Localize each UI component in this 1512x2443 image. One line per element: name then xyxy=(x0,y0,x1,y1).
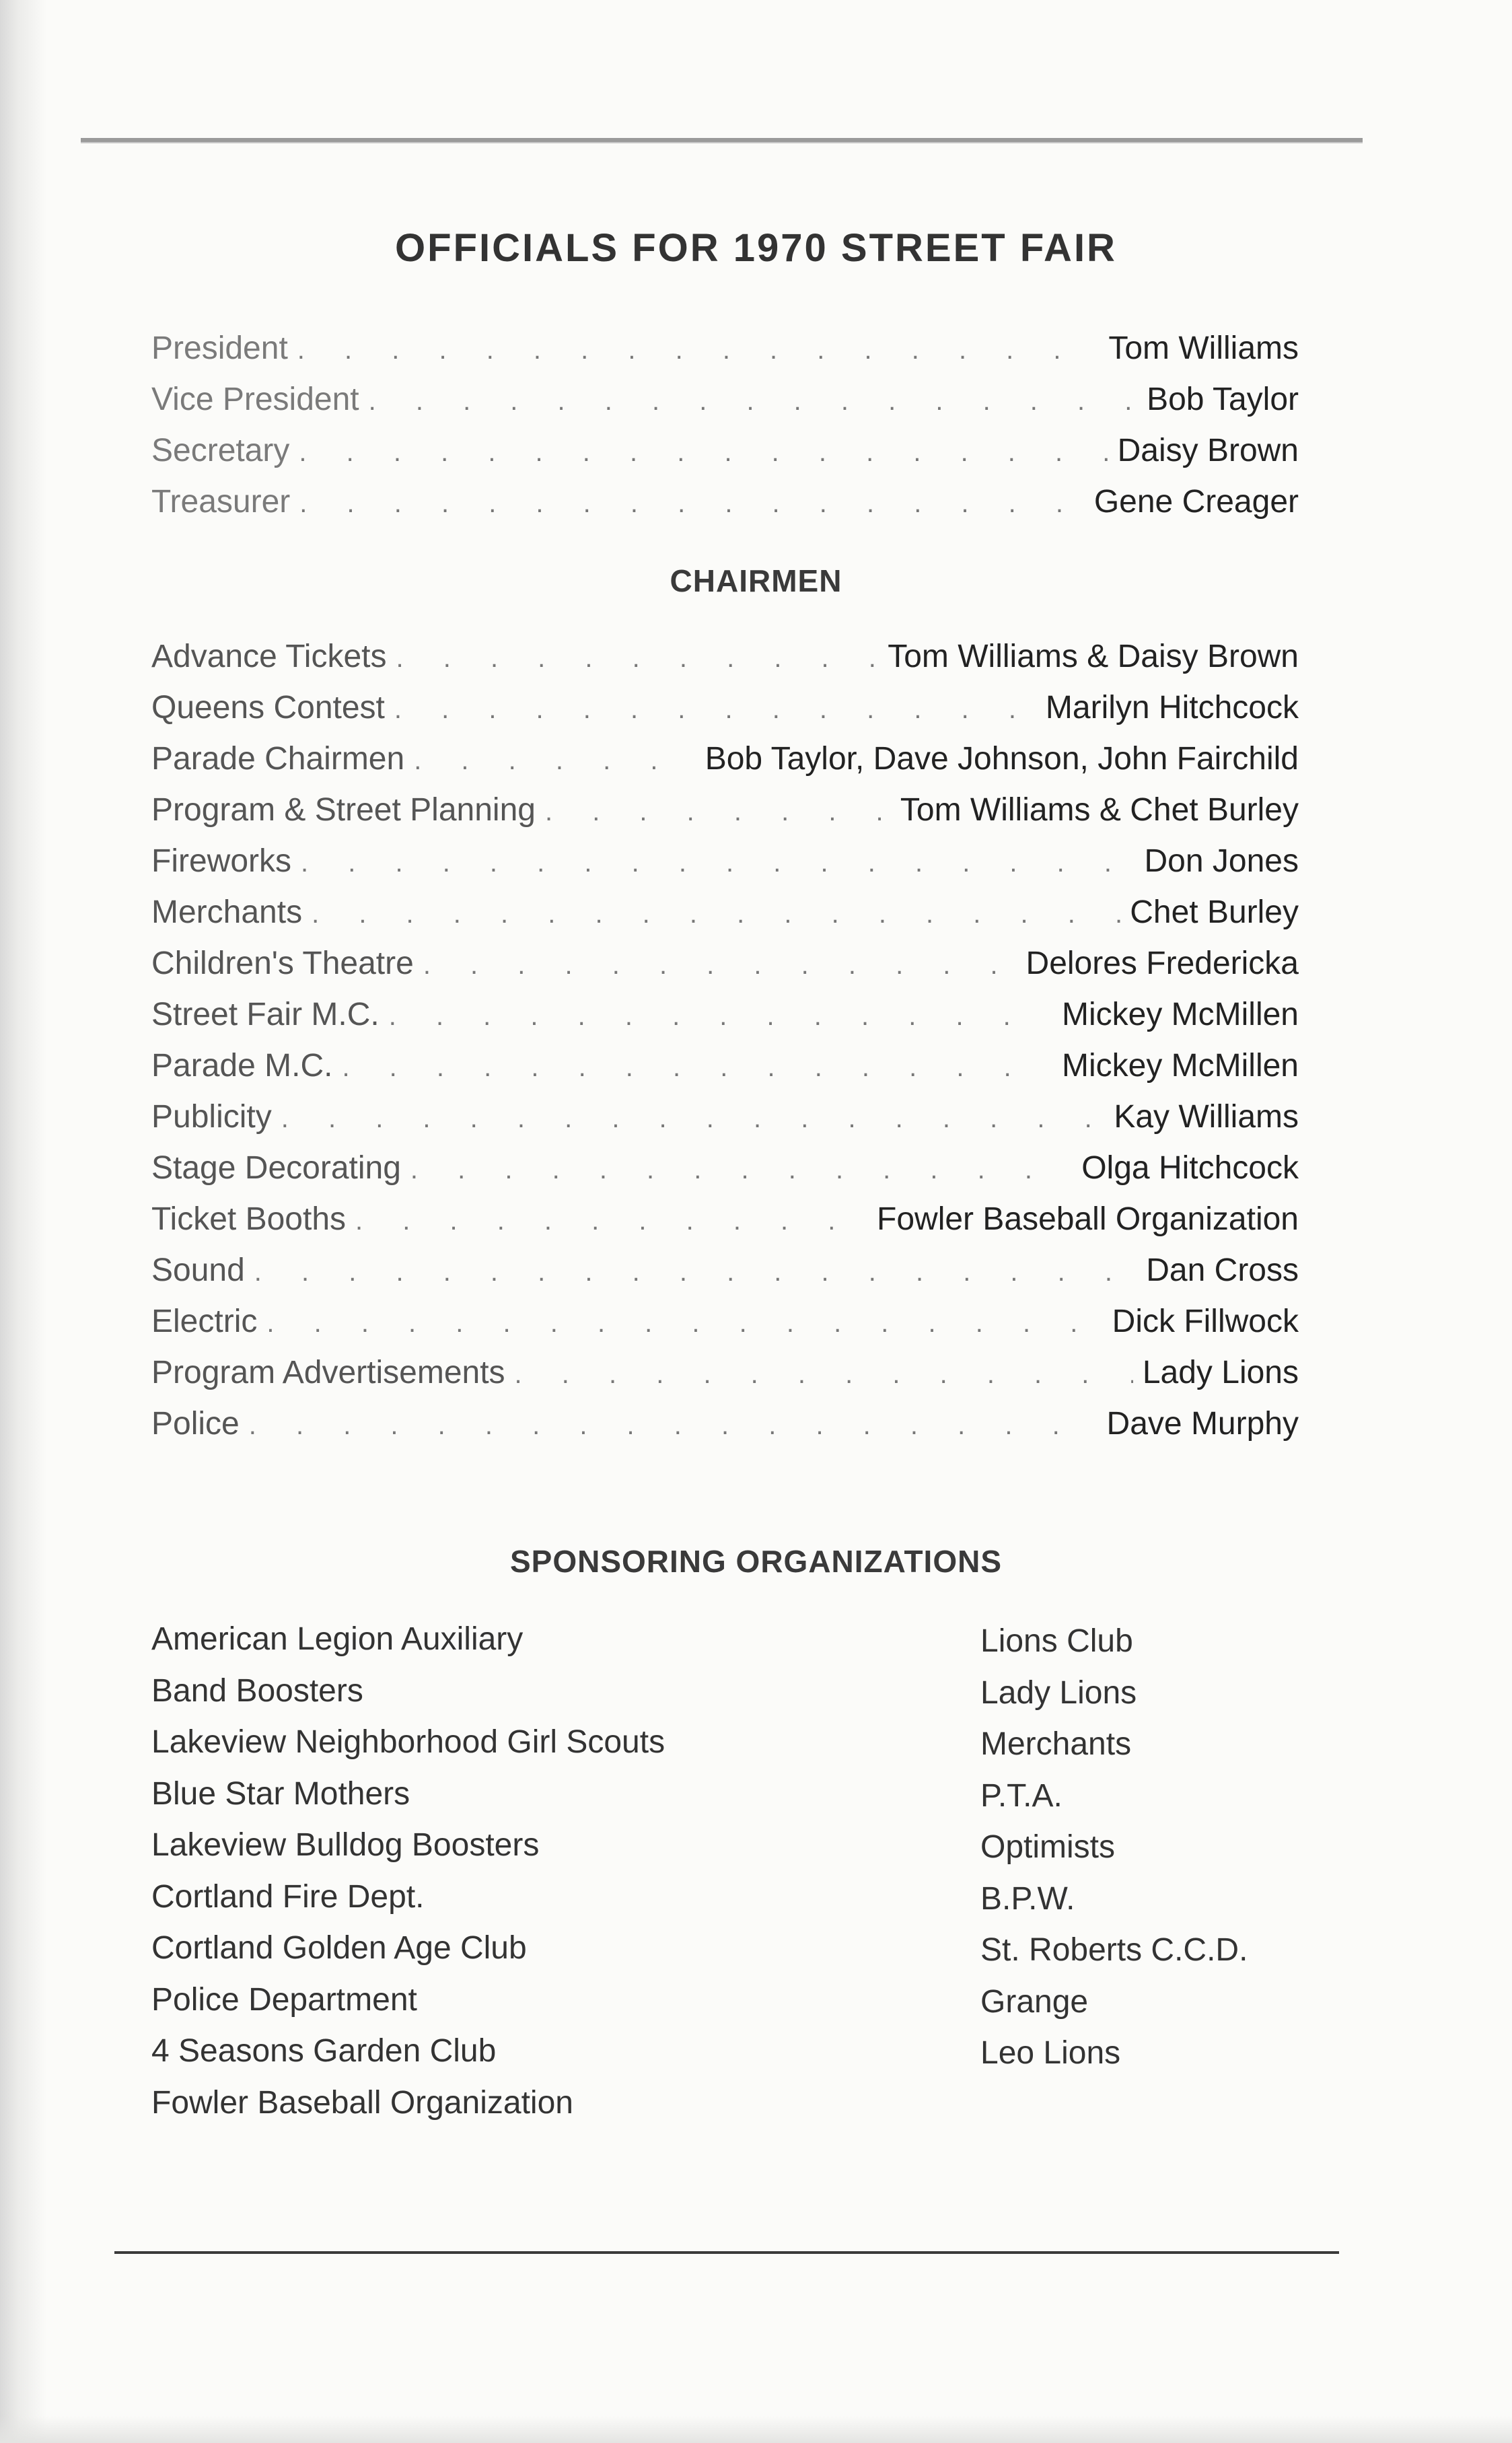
sponsor-item: Merchants xyxy=(980,1726,1132,1762)
chairman-row xyxy=(151,996,1299,1047)
official-name: Bob Taylor xyxy=(1147,382,1299,417)
officials-list xyxy=(151,330,1299,534)
dot-leader xyxy=(312,899,1120,929)
chairman-role: Police xyxy=(151,1406,240,1442)
dot-leader xyxy=(266,1308,1102,1339)
official-role: President xyxy=(151,330,288,366)
chairman-name: Tom Williams & Chet Burley xyxy=(900,792,1299,828)
sponsor-item: Lions Club xyxy=(980,1623,1133,1659)
sponsor-item: Cortland Golden Age Club xyxy=(151,1930,527,1966)
chairman-role: Fireworks xyxy=(151,843,292,879)
official-name: Tom Williams xyxy=(1108,330,1299,366)
sponsors-right-column xyxy=(980,1623,1248,2086)
sponsor-item: Leo Lions xyxy=(980,2035,1121,2071)
official-row xyxy=(151,330,1299,381)
chairman-row xyxy=(151,894,1299,945)
sponsor-item: Lakeview Bulldog Boosters xyxy=(151,1827,540,1863)
official-row xyxy=(151,483,1299,534)
official-role: Secretary xyxy=(151,433,290,468)
chairman-name: Olga Hitchcock xyxy=(1081,1150,1299,1186)
official-row xyxy=(151,381,1299,432)
chairman-role: Sound xyxy=(151,1252,245,1288)
official-role: Treasurer xyxy=(151,484,291,520)
scan-left-shadow xyxy=(0,0,47,2443)
chairman-name: Chet Burley xyxy=(1130,894,1299,930)
dot-leader xyxy=(301,848,1135,878)
dot-leader xyxy=(414,746,696,776)
page-title: OFFICIALS FOR 1970 STREET FAIR xyxy=(395,226,1117,270)
chairmen-heading: CHAIRMEN xyxy=(670,563,842,598)
chairman-role: Stage Decorating xyxy=(151,1150,401,1186)
chairman-role: Queens Contest xyxy=(151,690,385,725)
chairman-row xyxy=(151,638,1299,689)
chairman-role: Electric xyxy=(151,1304,258,1339)
dot-leader xyxy=(410,1155,1072,1185)
chairmen-list xyxy=(151,638,1299,1456)
top-rule xyxy=(81,138,1363,143)
official-name: Gene Creager xyxy=(1093,484,1299,520)
chairman-row xyxy=(151,1252,1299,1303)
sponsor-item: 4 Seasons Garden Club xyxy=(151,2033,497,2069)
sponsor-item: Lady Lions xyxy=(980,1674,1137,1711)
sponsors-heading: SPONSORING ORGANIZATIONS xyxy=(509,1544,1003,1579)
chairman-name: Fowler Baseball Organization xyxy=(877,1201,1299,1237)
chairman-name: Bob Taylor, Dave Johnson, John Fairchild xyxy=(705,741,1299,777)
official-row xyxy=(151,432,1299,483)
chairman-row xyxy=(151,1047,1299,1098)
chairman-role: Ticket Booths xyxy=(151,1201,347,1237)
chairman-name: Tom Williams & Daisy Brown xyxy=(888,639,1299,674)
sponsor-item: American Legion Auxiliary xyxy=(151,1621,524,1657)
sponsor-item: Fowler Baseball Organization xyxy=(151,2084,573,2121)
dot-leader xyxy=(369,386,1137,417)
dot-leader xyxy=(281,1104,1105,1134)
chairman-role: Parade Chairmen xyxy=(151,741,405,777)
sponsor-item: Police Department xyxy=(151,1981,417,2018)
dot-leader xyxy=(299,437,1108,468)
chairman-name: Mickey McMillen xyxy=(1061,997,1299,1032)
dot-leader xyxy=(396,643,879,674)
official-name: Daisy Brown xyxy=(1117,433,1299,468)
chairman-role: Publicity xyxy=(151,1099,272,1135)
chairman-role: Parade M.C. xyxy=(151,1048,333,1084)
chairman-name: Delores Fredericka xyxy=(1025,946,1299,981)
sponsor-item: Grange xyxy=(980,1983,1089,2020)
chairman-role: Advance Tickets xyxy=(151,639,387,674)
dot-leader xyxy=(249,1411,1097,1441)
sponsor-item: Cortland Fire Dept. xyxy=(151,1878,425,1915)
chairman-row xyxy=(151,945,1299,996)
chairman-row xyxy=(151,689,1299,740)
dot-leader xyxy=(394,695,1036,725)
sponsor-item: Optimists xyxy=(980,1829,1116,1865)
chairman-name: Kay Williams xyxy=(1114,1099,1299,1135)
chairman-row xyxy=(151,1303,1299,1354)
chairman-role: Program Advertisements xyxy=(151,1355,505,1390)
dot-leader xyxy=(423,950,1017,981)
sponsors-left-column xyxy=(151,1621,665,2135)
chairman-role: Street Fair M.C. xyxy=(151,997,380,1032)
dot-leader xyxy=(389,1001,1052,1032)
chairman-row xyxy=(151,791,1299,843)
dot-leader xyxy=(355,1206,867,1236)
dot-leader xyxy=(545,797,891,827)
sponsor-item: Band Boosters xyxy=(151,1672,363,1709)
chairman-row xyxy=(151,1098,1299,1149)
chairman-name: Mickey McMillen xyxy=(1061,1048,1299,1084)
dot-leader xyxy=(299,489,1085,519)
chairman-row xyxy=(151,1405,1299,1456)
chairman-name: Don Jones xyxy=(1144,843,1299,879)
chairman-row xyxy=(151,740,1299,791)
dot-leader xyxy=(297,335,1100,365)
chairman-name: Dave Murphy xyxy=(1106,1406,1299,1442)
scan-bottom-shadow xyxy=(0,2416,1512,2443)
sponsor-item: P.T.A. xyxy=(980,1777,1063,1814)
bottom-rule xyxy=(114,2251,1339,2254)
dot-leader xyxy=(342,1053,1052,1083)
chairman-name: Marilyn Hitchcock xyxy=(1045,690,1299,725)
chairman-role: Program & Street Planning xyxy=(151,792,536,828)
sponsor-item: Blue Star Mothers xyxy=(151,1775,410,1812)
sponsor-item: Lakeview Neighborhood Girl Scouts xyxy=(151,1724,665,1760)
chairman-name: Dan Cross xyxy=(1146,1252,1299,1288)
chairman-row xyxy=(151,1201,1299,1252)
dot-leader xyxy=(515,1359,1133,1390)
chairman-row xyxy=(151,1149,1299,1201)
chairman-row xyxy=(151,1354,1299,1405)
chairman-name: Dick Fillwock xyxy=(1112,1304,1299,1339)
dot-leader xyxy=(254,1257,1137,1287)
chairman-name: Lady Lions xyxy=(1142,1355,1299,1390)
chairman-role: Children's Theatre xyxy=(151,946,414,981)
sponsor-item: St. Roberts C.C.D. xyxy=(980,1932,1248,1968)
chairman-role: Merchants xyxy=(151,894,303,930)
official-role: Vice President xyxy=(151,382,359,417)
sponsor-item: B.P.W. xyxy=(980,1880,1075,1917)
chairman-row xyxy=(151,843,1299,894)
